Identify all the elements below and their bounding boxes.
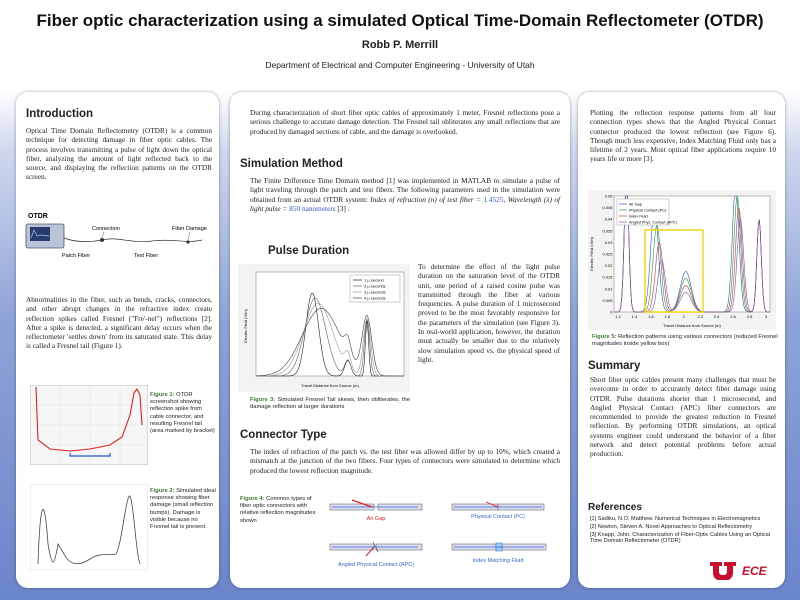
fig5-x-tick-label: 2 — [682, 314, 685, 319]
figure-2-caption: Figure 2: Simulated ideal response showing fiber damage (small reflection bumps). Damage is visible because no Fresnel tail is present. — [150, 488, 216, 531]
svg-text:Index Matching Fluid: Index Matching Fluid — [472, 558, 524, 564]
summary-heading: Summary — [588, 360, 641, 372]
figure-4-caption: Figure 4: Common types of fiber optic connectors with relative reflection magnitudes shown — [240, 496, 316, 524]
figure-4-connectors — [322, 496, 562, 584]
intro-paragraph-1: Optical Time Domain Reflectometry (OTDR) is a common technique for detecting damage in fiber optic cables. The process involves transmitting a pulse of light down the optical fiber, analyzing the amount of light reflected back to the source, and displaying the reflection patterns on the OTDR screen. — [26, 126, 212, 182]
fig5-y-tick-label: 0.025 — [602, 251, 613, 257]
fig3-legend — [350, 275, 400, 302]
fresnel-challenge-paragraph: During characterization of short fiber optic cables of approximately 1 meter, Fresnel reflections pose a serious challenge to accurate damage detection. The Fresnel tail obliterates any small reflections that are produced by damaged sections of cable, and the damage is overlooked. — [250, 108, 560, 136]
otdr-label: OTDR — [28, 213, 48, 220]
svg-text:ECE: ECE — [742, 564, 767, 578]
fig3-legend-label: 2 μ seconds — [364, 283, 386, 289]
figure-3-chart — [238, 264, 410, 392]
fig5-y-tick-label: 0.045 — [602, 205, 613, 211]
fig5-x-tick-label: 1.2 — [615, 314, 621, 319]
references-list — [590, 516, 776, 546]
fig5-y-tick-label: 0.035 — [602, 228, 613, 234]
pulse-duration-heading: Pulse Duration — [268, 245, 350, 257]
fig5-x-tick-label: 1.8 — [664, 314, 671, 319]
results-panel — [578, 92, 785, 588]
reference-item: [3] Knapp, John. Characterization of Fiber-Optic Cables Using an Optical Time Domain Reflectometer (OTDR) — [590, 531, 771, 545]
figure-5-caption: Figure 5: Reflection patterns using various connectors (reduced Fresnel magnitudes inside yellow box) — [592, 334, 778, 348]
fig5-y-tick-label: 0.03 — [604, 239, 613, 245]
fig5-y-tick-label: 0.015 — [602, 274, 613, 280]
fig5-y-tick-label: 0.02 — [604, 263, 613, 269]
otdr-screen-icon — [30, 227, 50, 241]
connection-label: Connection — [92, 226, 120, 232]
fig3-legend-label: 4 μ seconds — [364, 295, 386, 301]
fig5-x-tick-label: 2.2 — [697, 314, 704, 319]
fig3-x-axis-label: Travel Distance from Source (m) — [301, 383, 359, 388]
fiber-damage-label: Fiber Damage — [172, 226, 207, 232]
introduction-heading: Introduction — [26, 108, 94, 120]
figure-5-chart — [588, 190, 776, 330]
fig5-x-axis-label: Travel Distance from Source (m) — [663, 323, 721, 328]
results-paragraph: Plotting the reflection response patterns from all four connection types shows that the Angled Physical Contact connector produced the lowest reflection (see Figure 6). Though much less expensive, Index Matching Fluid only has a lifetime of 2 years. Most optical fiber applications require 10 years life or more [3]. — [590, 108, 776, 164]
intro-paragraph-2: Abnormalities in the fiber, such as bends, cracks, connectors, and other abrupt changes in the refractive index create reflection spikes called Fresnel ("Fre'-nel") reflections [2]. After a spike is detected, a significant delay occurs when the reflectometer 'settles down' from its saturated state. This delay is called a Fresnel tail (Figure 1). — [26, 295, 212, 351]
connector-type-paragraph: The index of refraction of the patch vs. the test fiber was allowed differ by up to 10%, which created a mismatch at the junction of the two fibers. Four types of connectors were simulated to determine which produced the lowest reflection magnitude. — [250, 447, 560, 475]
poster-header — [0, 0, 800, 90]
reference-item: [1] Sadiku, N.O. Matthew. Numerical Techniques in Electromagnetics — [590, 516, 761, 522]
test-fiber-label: Test Fiber — [134, 253, 159, 259]
figure-2-ideal-response — [30, 484, 148, 570]
index-matching-fluid-connector — [452, 543, 546, 564]
fig5-y-tick-label: 0.01 — [604, 286, 613, 292]
pulse-duration-paragraph: To determine the effect of the light pulse duration on the saturation level of the OTDR unit, one period of a raised cosine pulse was transmitted through the fiber at various frequencies. A pulse duration of 1 microsecond proved to be the most favorably responsive for the parameters of the simulation (see Figure 3). In real-world application, however, the duration must actually be smaller due to the relatively slow simulation speed vs. the physical speed of light. — [418, 262, 560, 364]
fig5-legend — [617, 199, 678, 225]
physical-contact-connector — [452, 502, 544, 520]
fig5-legend-label: Index Fluid — [629, 214, 648, 219]
svg-text:Angled Physical Contact (APC): Angled Physical Contact (APC) — [337, 562, 415, 568]
fig3-legend-label: 3 μ seconds — [364, 289, 386, 295]
simulation-method-heading: Simulation Method — [240, 158, 343, 170]
fig5-y-tick-label: 0.04 — [604, 216, 613, 222]
air-gap-connector — [330, 500, 422, 522]
fig3-y-axis-label: Electric Field (V/m) — [243, 309, 248, 343]
damage-dot — [186, 240, 189, 243]
fig5-legend-label: Angled Phys. Contact (APC) — [629, 220, 677, 225]
ece-logo — [708, 560, 778, 580]
department: Department of Electrical and Computer Engineering - University of Utah — [265, 60, 535, 70]
references-heading: References — [588, 502, 642, 513]
fig5-y-tick-label: 0 — [610, 309, 613, 315]
fig5-y-tick-label: 0.05 — [604, 193, 613, 199]
simulation-method-paragraph: The Finite Difference Time Domain method [1] was implemented in MATLAB to simulate a pulse of light traveling through the patch and test fibers. The following parameters used in the simulation were obtained from an actual OTDR system: Index of refraction (n) of test fiber = 1.4525, Wavelength (λ) of light pulse = 850 nanometers [3] . — [250, 176, 560, 213]
fig5-x-tick-label: 1.4 — [631, 314, 638, 319]
introduction-panel — [16, 92, 219, 588]
figure-1-otdr-screenshot — [30, 385, 148, 465]
author-name: Robb P. Merrill — [361, 39, 439, 51]
poster-title: Fiber optic characterization using a simulated Optical Time-Domain Reflectometer (OTDR) — [36, 11, 764, 30]
fig5-x-tick-label: 2.8 — [746, 314, 753, 319]
fig3-legend-label: 1 μ second — [364, 277, 384, 283]
svg-text:Air Gap: Air Gap — [366, 516, 386, 522]
figure-3-caption: Figure 3: Simulated Fresnel Tail skews, then obliterates, the damage reflection at larger durations — [250, 397, 410, 411]
methods-panel — [230, 92, 570, 588]
reference-item: [2] Newton, Steven A. Novel Approaches to Optical Reflectometry — [590, 523, 752, 530]
otdr-diagram — [22, 208, 218, 280]
fig5-x-tick-label: 3 — [764, 314, 768, 319]
angled-physical-contact-connector — [330, 542, 422, 568]
fig5-x-tick-label: 2.6 — [730, 314, 736, 319]
svg-text:Physical Contact (PC): Physical Contact (PC) — [471, 514, 525, 520]
fig5-y-axis-label: Electric Field (V/m) — [589, 237, 594, 271]
connector-type-heading: Connector Type — [240, 429, 327, 441]
fig5-legend-label: Air Gap — [629, 202, 642, 207]
connection-dot — [100, 238, 104, 242]
u-logo-icon — [710, 562, 736, 580]
figure-1-caption: Figure 1: OTDR screenshot showing reflection spike from cable connector, and resulting Fresnel tail (area marked by bracket) — [150, 392, 215, 435]
fig5-y-tick-label: 0.005 — [602, 297, 613, 303]
fig5-legend-label: Physical Contact (PC) — [629, 208, 667, 213]
patch-fiber-label: Patch Fiber — [62, 253, 91, 259]
fig5-x-tick-label: 1.6 — [648, 314, 654, 319]
fig5-x-tick-label: 2.4 — [713, 314, 720, 319]
summary-paragraph: Short fiber optic cables present many challenges that must be overcome in order to accurately detect fiber damage using OTDR. Pulse durations shorter than 1 microsecond, and Angled Physical Contact (APC) fiber connectors are recommended to provide the greatest reduction in Fresnel reflection. By performing OTDR simulations, an optical systems engineer could understand the behavior of a fiber network and detect potential problems before actual production. — [590, 375, 776, 459]
